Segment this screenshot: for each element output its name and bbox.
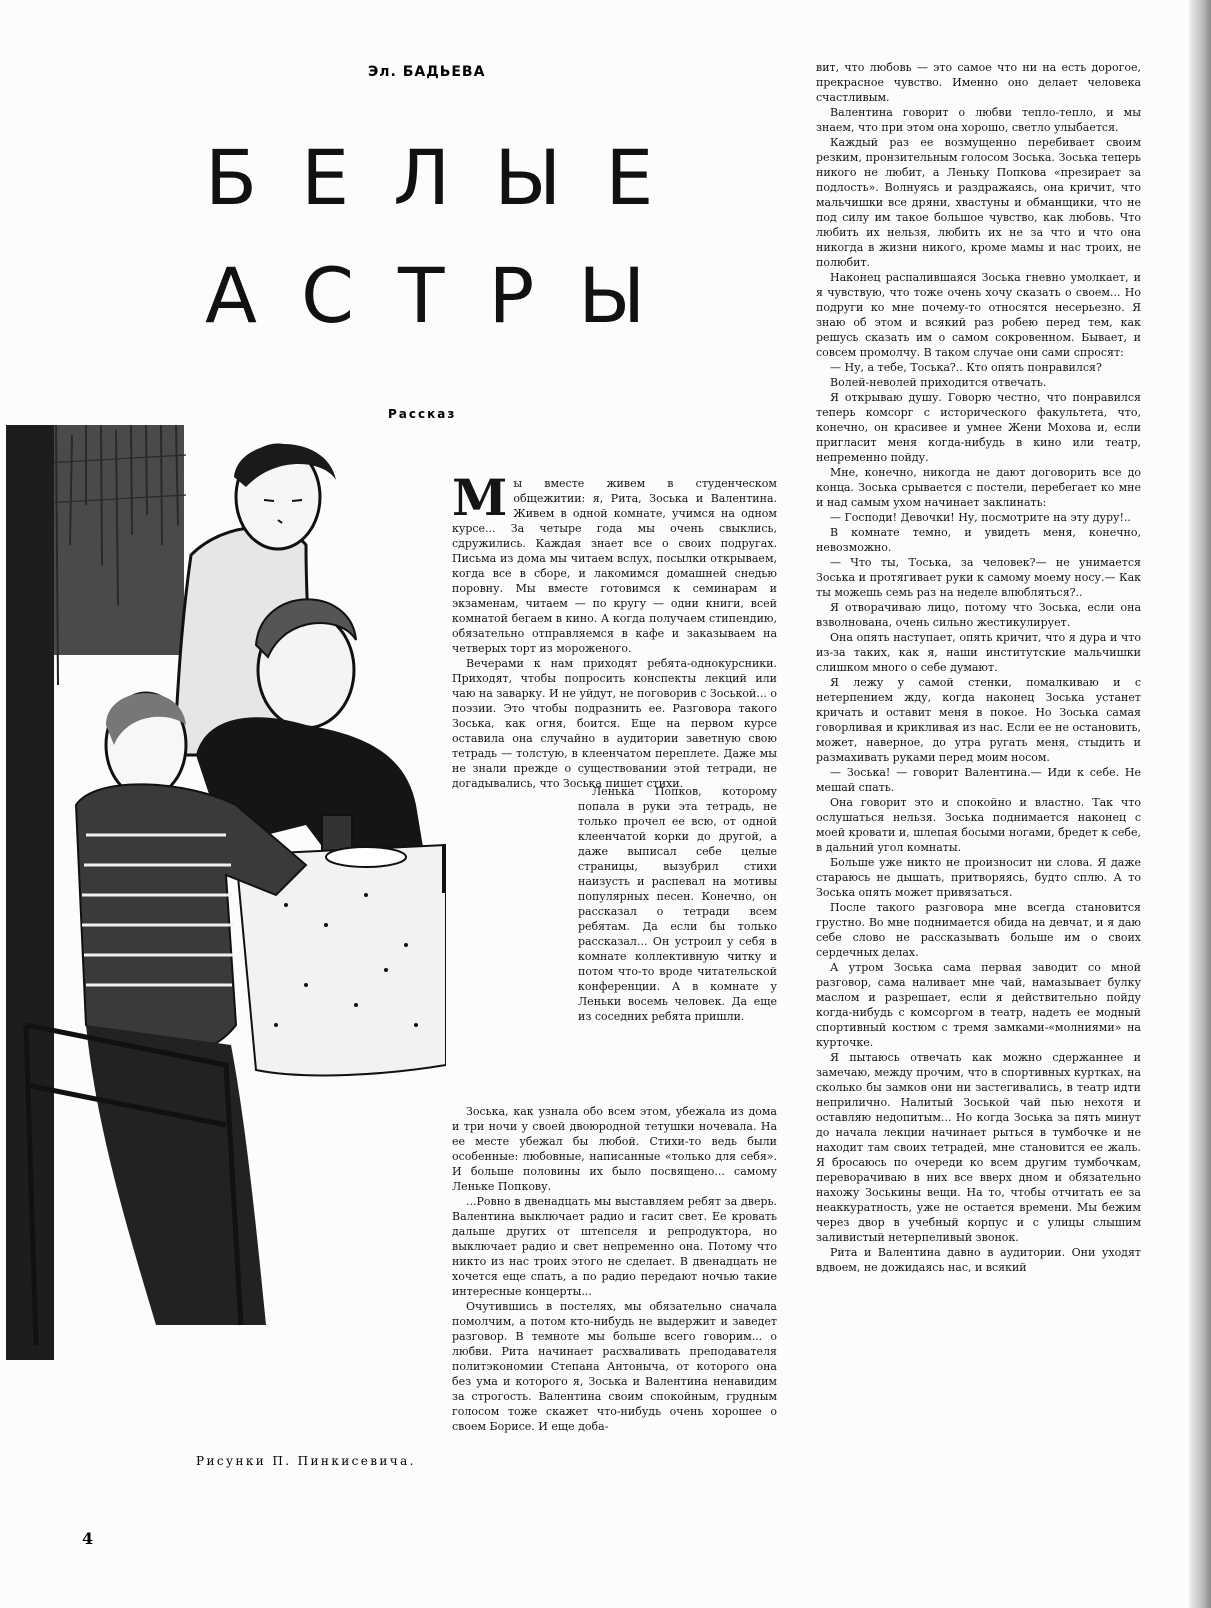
author-name: Эл. БАДЬЕВА [368, 64, 486, 80]
paragraph: Вечерами к нам приходят ребята-однокурсники. Приходят, чтобы попросить конспекты лекций или чаю на заварку. И не уйдут, не поговорив с Зоськой... о поэзии. Это чтобы подразнить ее. Разговора такого Зоська, как огня, боится. Еще на первом курсе оставила она случайно в аудитории заветную свою тетрадь — толстую, в клеенчатом переплете. Даже мы не знали прежде о существовании этой тетради, не догадывались, что Зоська пишет стихи. [452, 657, 777, 790]
paragraph: Мы вместе живем в студенческом общежитии: я, Рита, Зоська и Валентина. Живем в одной комнате, учимся на одном курсе... За четыре года мы очень свыклись, сдружились. Каждая знает все о своих подругах. Письма из дома мы читаем вслух, посылки открываем, когда все в сборе, и лакомимся домашней снедью поровну. Мы вместе готовимся к семинарам и экзаменам, читаем — по кругу — одни книги, всей комнатой бегаем в кино. А когда получаем стипендию, обязательно отправляемся в кафе и заказываем на четверых торт из мороженого. [452, 468, 777, 655]
paragraph: — Что ты, Тоська, за человек?— не унимается Зоська и протягивает руки к самому моему носу.— Как ты можешь семь раз на неделе влюбляться?.. [816, 556, 1141, 599]
paragraph: — Господи! Девочки! Ну, посмотрите на эту дуру!.. [830, 511, 1131, 524]
paragraph: Мне, конечно, никогда не дают договорить все до конца. Зоська срывается с постели, перебегает ко мне и над самым ухом начинает заклинать: [816, 466, 1141, 509]
paragraph: Волей-неволей приходится отвечать. [830, 376, 1047, 389]
paragraph: Я отворачиваю лицо, потому что Зоська, если она взволнована, очень сильно жестикулирует. [816, 601, 1141, 629]
dark-cabinet [54, 425, 184, 655]
paragraph: Больше уже никто не произносит ни слова. Я даже стараюсь не дышать, притворяясь, будто сплю. А то Зоська опять может привязаться. [816, 856, 1141, 899]
paragraph: Я пытаюсь отвечать как можно сдержаннее и замечаю, между прочим, что в спортивных куртках, на сколько бы замков они ни застегивались, в театр идти неприлично. Налитый Зоськой чай пью нехотя и оставляю недопитым... Но когда Зоська за пять минут до начала лекции начинает рыться в тумбочке и не находит там своих тетрадей, мне становится ее жаль. Я бросаюсь по очереди ко всем другим тумбочкам, переворачиваю в них все вверх дном и обязательно нахожу Зоськины вещи. На то, чтобы отчитать ее за неаккуратность, уже не остается времени. Мы бежим через двор в учебный корпус и с улицы слышим заливистый нетерпеливый звонок. [816, 1051, 1141, 1244]
paragraph: — Зоська! — говорит Валентина.— Иди к себе. Не мешай спать. [816, 766, 1141, 794]
paragraph: Наконец распалившаяся Зоська гневно умолкает, и я чувствую, что тоже очень хочу сказать о своем... Но подруги ко мне почему-то относятся несерьезно. Я знаю об этом и всякий раз робею перед тем, как решусь сказать им о самом сокровенном. Бывает, и совсем промолчу. В таком случае они сами спросят: [816, 271, 1141, 359]
paragraph: Рита и Валентина давно в аудитории. Они уходят вдвоем, не дожидаясь нас, и всякий [816, 1246, 1141, 1274]
paragraph: Зоська, как узнала обо всем этом, убежала из дома и три ночи у своей двоюродной тетушки ночевала. На ее месте убежал бы любой. Стихи-то ведь были особенные: любовные, написанные «только для себя». И больше половины их было посвящено... самому Леньке Попкову. [452, 1105, 777, 1193]
column-1-upper [452, 468, 777, 791]
paragraph: вит, что любовь — это самое что ни на есть дорогое, прекрасное чувство. Именно оно делает человека счастливым. [816, 61, 1141, 104]
paragraph: Каждый раз ее возмущенно перебивает своим резким, пронзительным голосом Зоська. Зоська теперь никого не любит, а Леньку Попкова «презирает за подлость». Волнуясь и раздражаясь, она кричит, что мальчишки все дряни, хвастуны и обманщики, что не под силу им такое большое чувство, как любовь. Что любить их нельзя, любить их не за что и что она никогда в жизни никого, кроме мамы и нас троих, не полюбит. [816, 136, 1141, 269]
paragraph: ...Ровно в двенадцать мы выставляем ребят за дверь. Валентина выключает радио и гасит свет. Ее кровать дальше других от штепселя и репродуктора, но выключает радио и свет непременно она. Потому что никто из нас троих этого не сделает. В двенадцать не хочется еще спать, а по радио передают ночью такие интересные концерты... [452, 1195, 777, 1298]
column-1-lower [452, 1104, 777, 1434]
paragraph: Она опять наступает, опять кричит, что я дура и что из-за таких, как я, наши институтские мальчишки слишком много о себе думают. [816, 631, 1141, 674]
paragraph: Я лежу у самой стенки, помалкиваю и с нетерпением жду, когда наконец Зоська устанет кричать и оставит меня в покое. Но Зоська самая говорливая и крикливая из нас. Если ее не остановить, может, наверное, до утра ругать меня, стыдить и размахивать руками перед моим носом. [816, 676, 1141, 764]
paragraph: — Ну, а тебе, Тоська?.. Кто опять понравился? [830, 361, 1102, 374]
column-2 [816, 60, 1141, 1275]
title-line-2: АСТРЫ [205, 251, 690, 340]
page-edge-shadow [1189, 0, 1211, 1608]
illustration-caption: Рисунки П. Пинкисевича. [196, 1454, 416, 1468]
paragraph: В комнате темно, и увидеть меня, конечно, невозможно. [816, 526, 1141, 554]
title-line-1: БЕЛЫЕ [205, 133, 698, 222]
genre-label: Рассказ [388, 407, 457, 421]
column-1-narrow [578, 784, 777, 1024]
paragraph: После такого разговора мне всегда становится грустно. Во мне поднимается обида на девчат, и я даю себе слово не рассказывать больше им о своих сердечных делах. [816, 901, 1141, 959]
paragraph: Очутившись в постелях, мы обязательно сначала помолчим, а потом кто-нибудь не выдержит и заведет разговор. В темноте мы больше всего говорим... о любви. Рита начинает расхваливать преподавателя политэкономии Степана Антоныча, от которого она без ума и которого я, Зоська и Валентина ненавидим за строгость. Валентина своим спокойным, грудным голосом тоже скажет что-нибудь очень хорошее о своем Борисе. И еще доба- [452, 1300, 777, 1433]
illustration [6, 425, 446, 1360]
paragraph: А утром Зоська сама первая заводит со мной разговор, сама наливает мне чай, намазывает булку маслом и разрешает, если я действительно пойду когда-нибудь с комсоргом в театр, надеть ее модный спортивный костюм с тремя замками-«молниями» на курточке. [816, 961, 1141, 1049]
paragraph: Ленька Попков, которому попала в руки эта тетрадь, не только прочел ее всю, от одной клеенчатой корки до другой, а даже выписал себе целые страницы, вызубрил стихи наизусть и распевал на мотивы популярных песен. Конечно, он рассказал о тетради всем ребятам. Да если бы только рассказал... Он устроил у себя в комнате коллективную читку и потом что-то вроде читательской конференции. А в комнате у Леньки восемь человек. Да еще из соседних ребята пришли. [578, 785, 777, 1023]
paragraph: Я открываю душу. Говорю честно, что понравился теперь комсорг с исторического факультета, что, конечно, он красивее и умнее Жени Мохова и, если пригласит меня когда-нибудь в кино или театр, непременно пойду. [816, 391, 1141, 464]
paragraph: Валентина говорит о любви тепло-тепло, и мы знаем, что при этом она хорошо, светло улыбается. [816, 106, 1141, 134]
paragraph: Она говорит это и спокойно и властно. Так что ослушаться нельзя. Зоська поднимается наконец с моей кровати и, шлепая босыми ногами, бредет к себе, в дальний угол комнаты. [816, 796, 1141, 854]
page-number: 4 [82, 1529, 94, 1548]
drop-cap: М [452, 468, 508, 527]
